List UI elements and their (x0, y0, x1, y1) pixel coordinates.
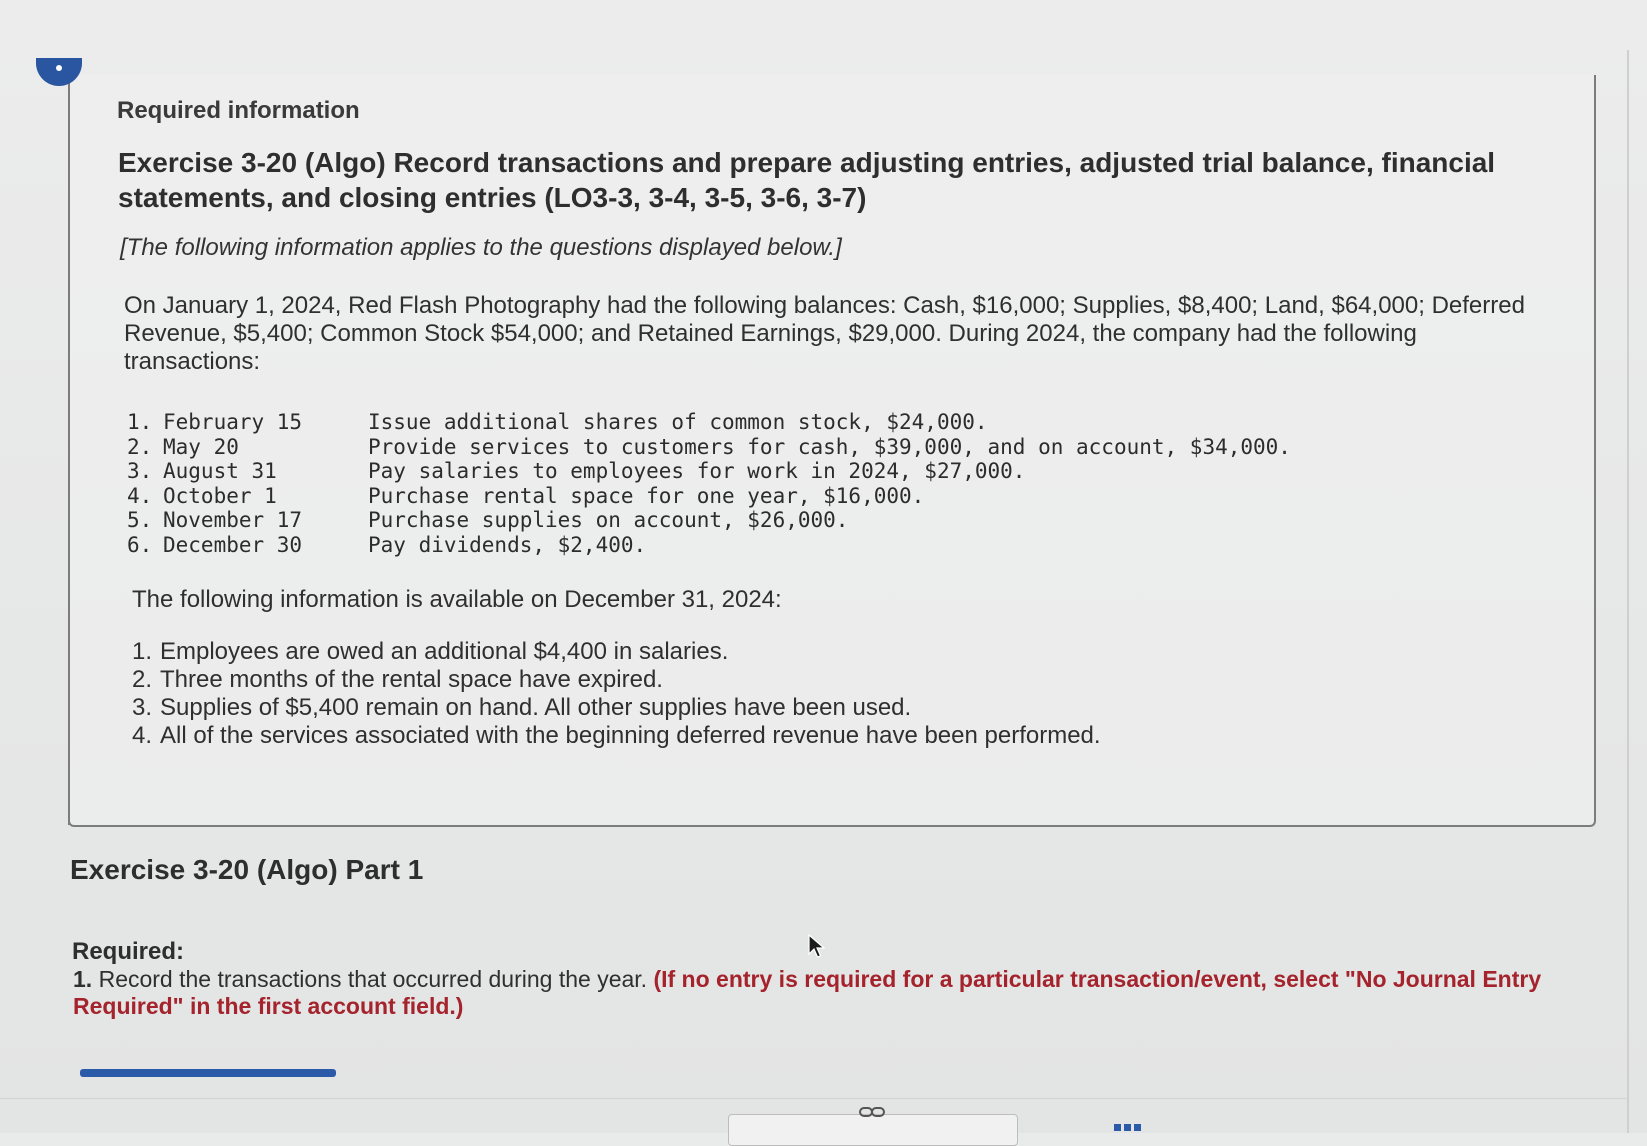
required-instructions (73, 966, 1593, 1020)
transaction-row (127, 435, 1291, 460)
transaction-row (127, 410, 1291, 435)
transaction-description: Pay salaries to employees for work in 2024, $27,000. (368, 459, 1026, 483)
available-info-intro: The following information is available on December 31, 2024: (132, 586, 782, 613)
progress-bar (80, 1069, 336, 1077)
adjustment-item (132, 722, 1101, 750)
applies-note: [The following information applies to the questions displayed below.] (120, 234, 842, 261)
required-instruction-note: (If no entry is required for a particular transaction/event, select "No Journal Entry Required" in the first account field.) (73, 966, 1542, 1019)
transaction-date: December 30 (163, 532, 303, 557)
grid-icon-cell (1114, 1124, 1121, 1131)
required-label: Required: (72, 938, 185, 965)
adjustments-list (132, 638, 1101, 750)
adjustment-text: Employees are owed an additional $4,400 in salaries. (160, 638, 729, 665)
transaction-number: 3. (127, 459, 153, 483)
link-icon[interactable] (858, 1104, 886, 1120)
adjustment-text: Supplies of $5,400 remain on hand. All other supplies have been used. (160, 694, 912, 721)
transaction-date: November 17 (163, 508, 303, 532)
bottom-divider (0, 1098, 1629, 1099)
adjustment-text: All of the services associated with the beginning deferred revenue have been performed. (160, 722, 1101, 749)
required-text: Record the transactions that occurred during the year. (98, 966, 648, 992)
exercise-title: Exercise 3-20 (Algo) Record transactions and prepare adjusting entries, adjusted trial balance, financial statements, and closing entries (LO3-3, 3-4, 3-5, 3-6, 3-7) (118, 147, 1496, 213)
adjustment-text: Three months of the rental space have expired. (160, 666, 663, 693)
transaction-row (127, 484, 1291, 509)
transaction-description: Purchase rental space for one year, $16,000. (368, 483, 925, 508)
required-information-heading: Required information (117, 97, 360, 124)
transactions-list (127, 410, 1291, 557)
adjustment-item (132, 666, 1101, 694)
adjustment-item (132, 694, 1101, 722)
adjustment-number: 3. (132, 694, 153, 721)
transaction-description: Purchase supplies on account, $26,000. (368, 508, 849, 532)
transaction-description: Issue additional shares of common stock, $24,000. (368, 410, 988, 434)
transaction-number: 6. (127, 532, 153, 557)
transaction-number: 5. (127, 508, 153, 532)
adjustment-number: 1. (132, 638, 153, 665)
transaction-row (127, 459, 1291, 484)
transaction-date: August 31 (163, 459, 277, 483)
transaction-date: February 15 (163, 410, 303, 434)
transaction-number: 1. (127, 410, 153, 434)
transaction-description: Provide services to customers for cash, $39,000, and on account, $34,000. (368, 434, 1291, 459)
adjustment-item (132, 638, 1101, 666)
cursor-arrow-icon (808, 934, 826, 960)
grid-icon[interactable] (1114, 1124, 1141, 1131)
transaction-row (127, 533, 1291, 558)
grid-icon-cell (1124, 1124, 1131, 1131)
info-badge-dot (56, 65, 62, 71)
transaction-description: Pay dividends, $2,400. (368, 532, 647, 557)
transaction-date: May 20 (163, 434, 239, 459)
transaction-number: 4. (127, 483, 153, 508)
intro-paragraph: On January 1, 2024, Red Flash Photography had the following balances: Cash, $16,000; Supplies, $8,400; Land, $64,000; Deferred Revenue, $5,400; Common Stock $54,000; and Retained Earnings, $29,000. During 2024, the company had the following transactions: (124, 292, 1525, 375)
right-edge-divider (1627, 50, 1629, 1133)
transaction-row (127, 508, 1291, 533)
transaction-date: October 1 (163, 483, 277, 508)
required-number: 1. (73, 966, 93, 992)
adjustment-number: 4. (132, 722, 153, 749)
grid-icon-cell (1134, 1124, 1141, 1131)
transaction-number: 2. (127, 434, 153, 459)
adjustment-number: 2. (132, 666, 153, 693)
part-title: Exercise 3-20 (Algo) Part 1 (70, 854, 424, 885)
